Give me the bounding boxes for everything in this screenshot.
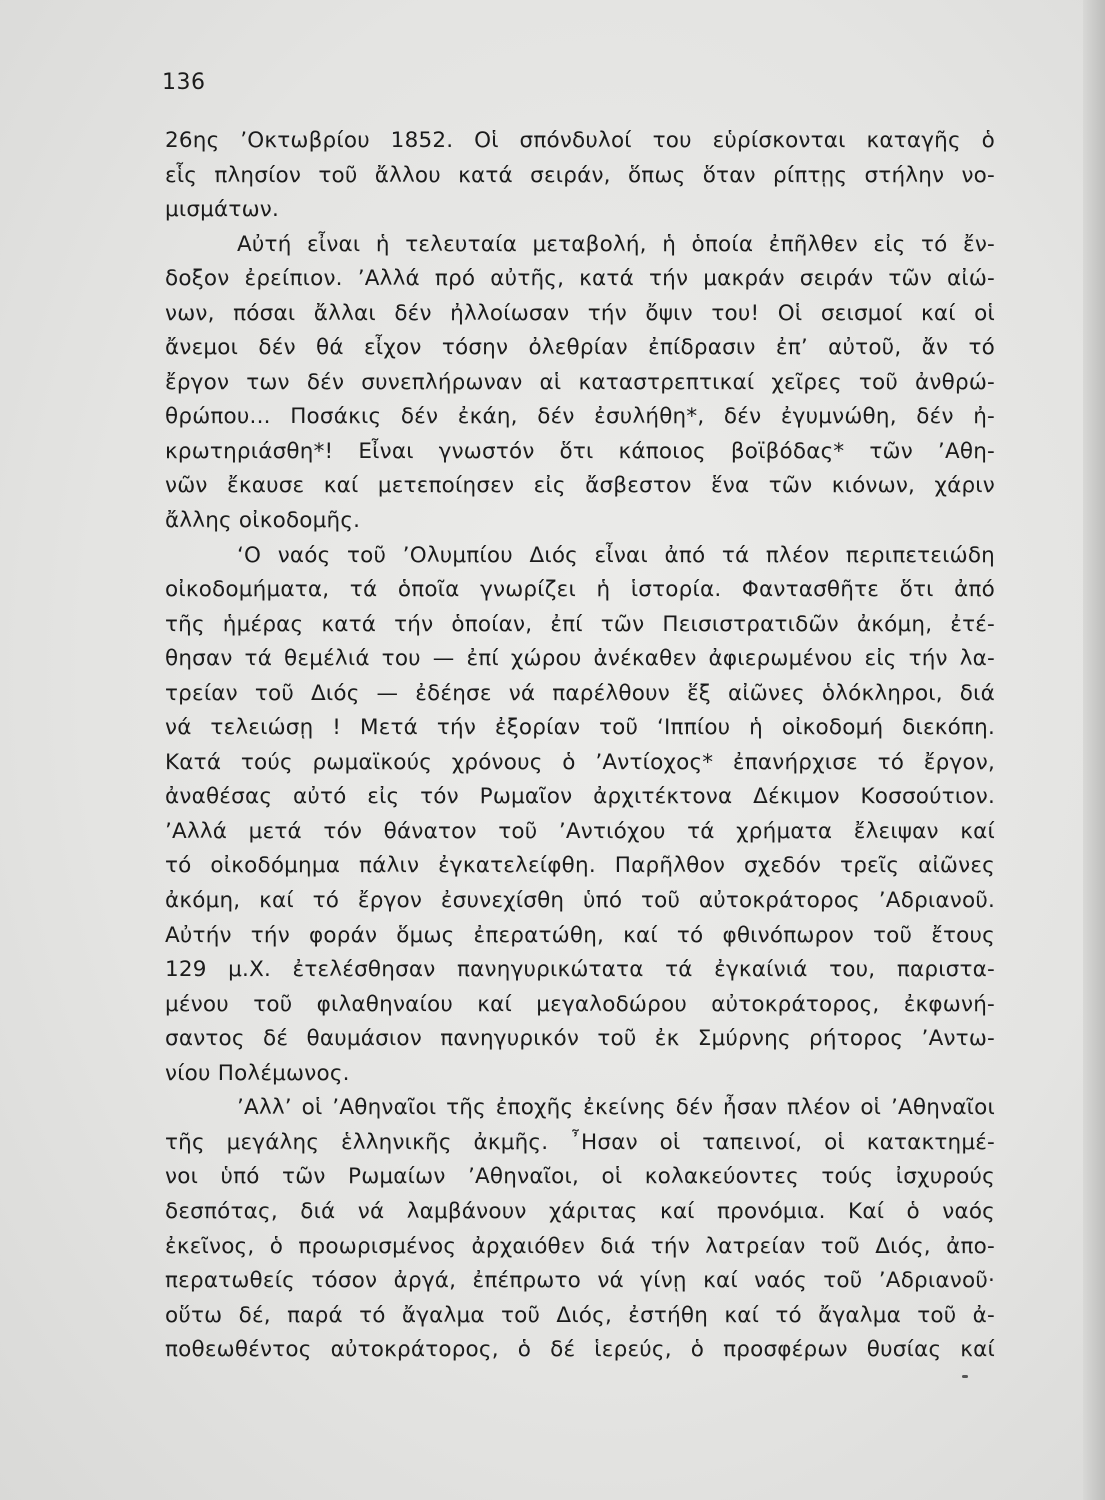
text-line: 26ης ’Οκτωβρίου 1852. Οἱ σπόνδυλοί του εὑρίσκονται καταγῆς ὁ [165, 128, 995, 153]
text-line: εἷς πλησίον τοῦ ἄλλου κατά σειράν, ὅπως ὅταν ρίπτῃς στήλην νο- [165, 162, 995, 188]
text-line: θησαν τά θεμέλιά του — ἐπί χώρου ἀνέκαθεν ἀφιερωμένου εἰς τήν λα- [165, 646, 995, 672]
page-spine-shadow [1083, 0, 1105, 1500]
text-line: ’Αλλά μετά τόν θάνατον τοῦ ’Αντιόχου τά χρήματα ἔλειψαν καί [165, 818, 995, 844]
text-line: ’Αλλ’ οἱ ’Αθηναῖοι τῆς ἐποχῆς ἐκείνης δέν ἦσαν πλέον οἱ ’Αθηναῖοι [237, 1095, 995, 1121]
text-line: ἐκεῖνος, ὁ προωρισμένος ἀρχαιόθεν διά τήν λατρείαν τοῦ Διός, ἀπο- [165, 1233, 995, 1259]
text-line: ἄνεμοι δέν θά εἶχον τόσην ὀλεθρίαν ἐπίδρασιν ἐπ’ αὐτοῦ, ἄν τό [165, 335, 995, 361]
text-line: νοι ὑπό τῶν Ρωμαίων ’Αθηναῖοι, οἱ κολακεύοντες τούς ἰσχυρούς [165, 1164, 995, 1190]
ink-speck [962, 1375, 968, 1378]
text-line: νων, πόσαι ἄλλαι δέν ἠλλοίωσαν τήν ὄψιν του! Οἱ σεισμοί καί οἱ [165, 300, 995, 326]
text-line: ‘Ο ναός τοῦ ’Ολυμπίου Διός εἶναι ἀπό τά πλέον περιπετειώδη [237, 542, 995, 568]
text-line: νῶν ἔκαυσε καί μετεποίησεν εἰς ἄσβεστον ἕνα τῶν κιόνων, χάριν [165, 473, 995, 499]
text-line: ἔργον των δέν συνεπλήρωναν αἱ καταστρεπτικαί χεῖρες τοῦ ἀνθρώ- [165, 369, 995, 395]
text-line: τῆς ἡμέρας κατά τήν ὁποίαν, ἐπί τῶν Πεισιστρατιδῶν ἀκόμη, ἐτέ- [165, 611, 995, 637]
text-line: οἰκοδομήματα, τά ὁποῖα γνωρίζει ἡ ἱστορία. Φαντασθῆτε ὅτι ἀπό [165, 577, 995, 603]
text-line: περατωθείς τόσον ἀργά, ἐπέπρωτο νά γίνῃ καί ναός τοῦ ’Αδριανοῦ· [165, 1268, 995, 1294]
text-line: θρώπου... Ποσάκις δέν ἐκάη, δέν ἐσυλήθη*, δέν ἐγυμνώθη, δέν ἠ- [165, 404, 995, 430]
text-line: σαντος δέ θαυμάσιον πανηγυρικόν τοῦ ἐκ Σμύρνης ρήτορος ’Αντω- [165, 1026, 995, 1052]
text-line: ἀναθέσας αὐτό εἰς τόν Ρωμαῖον ἀρχιτέκτονα Δέκιμον Κοσσούτιον. [165, 784, 995, 810]
text-line: Αὐτή εἶναι ἡ τελευταία μεταβολή, ἡ ὁποία ἐπῆλθεν εἰς τό ἔν- [237, 231, 995, 257]
text-line: νά τελειώσῃ ! Μετά τήν ἐξορίαν τοῦ ‘Ιππίου ἡ οἰκοδομή διεκόπη. [165, 715, 995, 741]
text-line: ἀκόμη, καί τό ἔργον ἐσυνεχίσθη ὑπό τοῦ αὐτοκράτορος ’Αδριανοῦ. [165, 888, 995, 914]
text-line: Κατά τούς ρωμαϊκούς χρόνους ὁ ’Αντίοχος* ἐπανήρχισε τό ἔργον, [165, 749, 995, 775]
text-line: κρωτηριάσθη*! Εἶναι γνωστόν ὅτι κάποιος βοϊβόδας* τῶν ’Αθη- [165, 438, 995, 464]
page-number: 136 [162, 70, 206, 95]
text-line: Αὐτήν τήν φοράν ὅμως ἐπερατώθη, καί τό φθινόπωρον τοῦ ἔτους [165, 922, 995, 948]
text-line: τρείαν τοῦ Διός — ἐδέησε νά παρέλθουν ἕξ αἰῶνες ὁλόκληροι, διά [165, 680, 995, 706]
text-line: ἄλλης οἰκοδομῆς. [165, 508, 361, 534]
text-line: νίου Πολέμωνος. [165, 1060, 350, 1086]
text-line: 129 μ.Χ. ἐτελέσθησαν πανηγυρικώτατα τά ἐγκαίνιά του, παριστα- [165, 957, 995, 983]
text-line: ποθεωθέντος αὐτοκράτορος, ὁ δέ ἱερεύς, ὁ προσφέρων θυσίας καί [165, 1337, 995, 1363]
text-line: μένου τοῦ φιλαθηναίου καί μεγαλοδώρου αὐτοκράτορος, ἐκφωνή- [165, 991, 995, 1017]
text-line: τῆς μεγάλης ἑλληνικῆς ἀκμῆς. ῏Ησαν οἱ ταπεινοί, οἱ κατακτημέ- [165, 1129, 995, 1155]
text-line: δοξον ἐρείπιον. ’Αλλά πρό αὐτῆς, κατά τήν μακράν σειράν τῶν αἰώ- [165, 266, 995, 292]
text-line: μισμάτων. [165, 197, 280, 223]
body-text [165, 124, 995, 1368]
text-line: οὕτω δέ, παρά τό ἄγαλμα τοῦ Διός, ἐστήθη καί τό ἄγαλμα τοῦ ἀ- [165, 1302, 995, 1328]
text-line: τό οἰκοδόμημα πάλιν ἐγκατελείφθη. Παρῆλθον σχεδόν τρεῖς αἰῶνες [165, 853, 995, 879]
text-line: δεσπότας, διά νά λαμβάνουν χάριτας καί προνόμια. Καί ὁ ναός [165, 1198, 995, 1224]
